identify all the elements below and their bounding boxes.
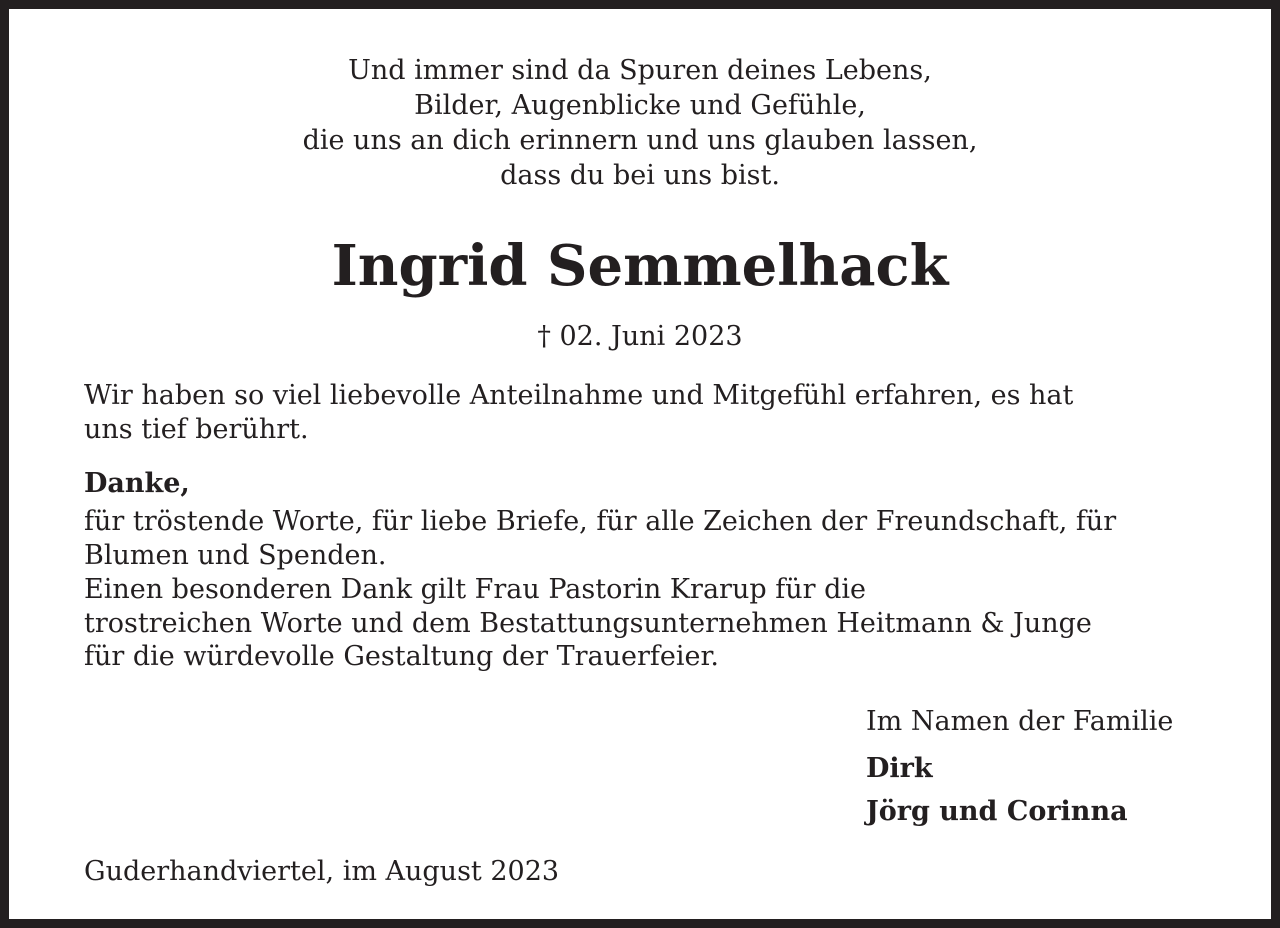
death-date: † 02. Juni 2023 xyxy=(537,321,743,352)
signature-name: Dirk xyxy=(866,753,933,784)
paragraph-line: Wir haben so viel liebevolle Anteilnahme und Mitgefühl erfahren, es hat xyxy=(84,380,1074,411)
special-thanks-paragraph xyxy=(84,573,1204,674)
poem-line: Bilder, Augenblicke und Gefühle, xyxy=(414,90,866,121)
intro-paragraph xyxy=(84,379,1204,446)
signature-intro: Im Namen der Familie xyxy=(866,706,1174,737)
signature-name: Jörg und Corinna xyxy=(866,796,1128,827)
paragraph-line: Blumen und Spenden. xyxy=(84,539,387,571)
paragraph-line: trostreichen Worte und dem Bestattungsunternehmen Heitmann & Junge xyxy=(84,607,1092,639)
memorial-poem xyxy=(9,53,1271,193)
poem-line: Und immer sind da Spuren deines Lebens, xyxy=(348,55,932,86)
place-and-date: Guderhandviertel, im August 2023 xyxy=(84,856,560,887)
paragraph-line: für die würdevolle Gestaltung der Trauerfeier. xyxy=(84,641,719,672)
paragraph-line: für tröstende Worte, für liebe Briefe, für alle Zeichen der Freundschaft, für xyxy=(84,506,1117,537)
thanks-paragraph xyxy=(84,505,1204,572)
thanks-heading: Danke, xyxy=(84,468,190,499)
poem-line: die uns an dich erinnern und uns glauben lassen, xyxy=(302,125,978,156)
paragraph-line: Einen besonderen Dank gilt Frau Pastorin Krarup für die xyxy=(84,574,866,605)
poem-line: dass du bei uns bist. xyxy=(500,160,780,191)
deceased-name: Ingrid Semmelhack xyxy=(331,233,949,299)
paragraph-line: uns tief berührt. xyxy=(84,413,309,445)
